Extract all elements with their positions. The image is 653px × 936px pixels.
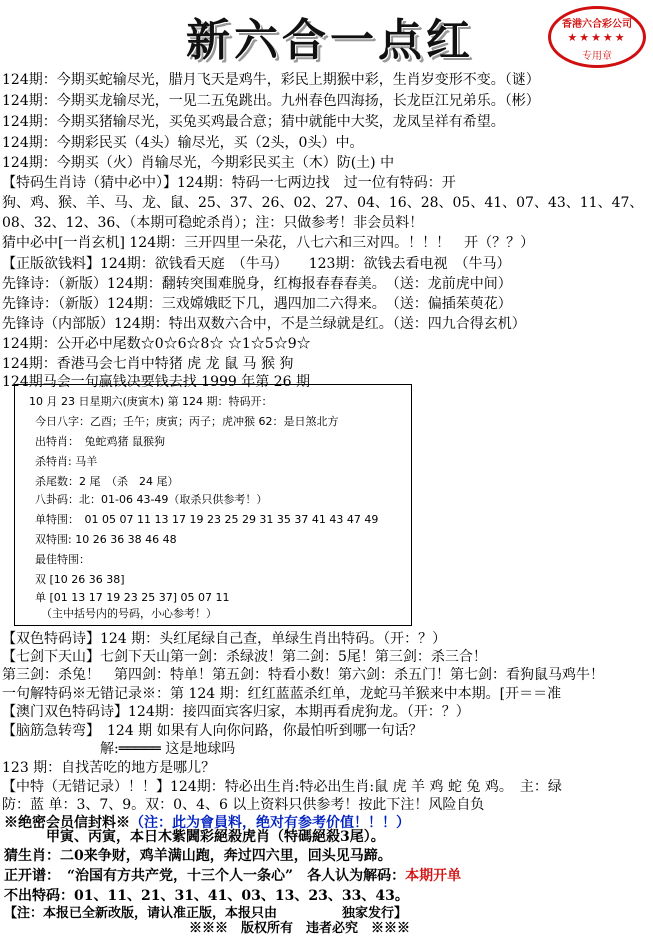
text-line: 124期马会一句赢钱决要钱去找 1999 年第 26 期 (2, 374, 310, 390)
box-dan2: 单 [01 13 17 19 23 25 37] 05 07 11 (35, 591, 230, 604)
box-shawei: 杀尾数：2 尾 （杀 24 尾） (35, 475, 179, 488)
secret-prefix: ※绝密会员信封料※ (4, 815, 130, 831)
text-line: 【脑筋急转弯】 124 期 如果有人向你问路，你最怕听到哪一句话？ (2, 723, 423, 739)
official-stamp (548, 6, 646, 68)
box-chute: 出特肖： 兔蛇鸡猪 鼠猴狗 (35, 435, 165, 448)
box-header: 10 月 23 日星期六(庚寅木) 第 124 期：特码开： (29, 395, 273, 408)
box-shuang: 双特围: 10 26 36 38 46 48 (35, 533, 177, 546)
text-line: 124期：今期买（火）肖输尽光，今期彩民买主（木）防(土) 中 (2, 155, 395, 171)
stamp-bottom-text: 专用章 (582, 51, 612, 62)
text-line: 先锋诗：（新版）124期：翻转突围难脱身，红梅报春春春美。 （送：龙前虎中间） (2, 276, 512, 292)
secret-note: （注：此为會員料，绝对有参考价值！！！） (130, 815, 410, 831)
text-line: 【澳门双色特码诗】124期：接四面宾客归家，本期再看虎狗龙。（开：？） (2, 704, 470, 720)
stamp-top-text: 香港六合彩公司 (562, 19, 632, 30)
text-line: 08、32、12、36、（本期可稳蛇杀肖）；注：只做参考！非会员料！ (2, 215, 424, 231)
text-line: 124期：香港马会七肖中特猪 虎 龙 鼠 马 猴 狗 (2, 356, 294, 372)
zheng-line (4, 866, 461, 886)
notice-line: 【注：本报已全新改版，请认准正版，本报只由 独家发行】 (4, 906, 408, 921)
text-line: 124期：公开必中尾数☆0☆6☆8☆ ☆1☆5☆9☆ (2, 336, 311, 352)
text-line: 【中特（无错记录）！！】124期：特必出生肖:特必出生肖:鼠 虎 羊 鸡 蛇 兔 鸡。 主：绿 (2, 779, 562, 795)
text-line: 猜中必中[一肖玄机] 124期：三开四里一朵花，八七六和三对四。！！！ 开（？？） (2, 235, 535, 251)
text-line: 124期：今期彩民买（4头）输尽光，买（2头，0头）中。 (2, 135, 364, 151)
box-bazi: 今日八字：乙酉；壬午；庚寅；丙子；虎冲猴 62：是日煞北方 (35, 415, 339, 428)
box-shuang2: 双 [10 26 36 38] (35, 573, 125, 586)
copyright-line: ※※※ 版权所有 违者必究 ※※※ (150, 921, 411, 936)
info-box (14, 384, 412, 626)
text-line: 先锋诗（内部版）124期：特出双数六合中，不是兰绿就是红。（送：四九合得玄机） (2, 316, 526, 332)
text-line: 【七剑下天山】七剑下天山第一剑：杀绿波！第二剑：5尾！第三剑：杀三合！ (2, 649, 487, 665)
jiayin-line: 甲寅、丙寅，本日木紫閪彩絕殺虎肖（特碼絕殺3尾）。 (4, 829, 385, 845)
text-line: 124期：今期买蛇输尽光，腊月飞天是鸡牛，彩民上期猴中彩，生肖岁变形不变。（谜） (2, 72, 540, 88)
zheng-prefix: 正开谱： “治国有方共产党，十三个人一条心” 各人认为解码： (4, 868, 406, 884)
text-line: 解:═════ 这是地球吗 (2, 741, 236, 757)
text-line: 狗、鸡、猴、羊、马、龙、鼠、25、37、26、02、27、04、16、28、05、41、07、43、11、47、 (2, 195, 644, 211)
text-line: 123 期：自找苦吃的地方是哪儿？ (2, 760, 216, 776)
text-line: 防：蓝 单：3、7、9。双：0、4、6 以上资料只供参考！按此下注！风险自负 (2, 797, 485, 813)
text-line: 【双色特码诗】124 期：头红尾绿自己查，单绿生肖出特码。（开：？） (2, 631, 447, 647)
box-zuijia: 最佳特围： (35, 553, 90, 566)
zheng-result: 本期开单 (405, 868, 462, 884)
page-title: 新六合一点红 (186, 15, 474, 66)
box-dan: 单特围： 01 05 07 11 13 17 19 23 25 29 31 35 37 41 43 47 49 (35, 513, 379, 526)
box-bagua: 八卦码：北：01-06 43-49（取杀只供参考！） (35, 493, 268, 506)
stamp-stars: ★★★★★ (567, 31, 627, 44)
text-line: 【正版欲钱料】124期：欲钱看天庭 （牛马） 123期：欲钱去看电视 （牛马） (2, 256, 511, 272)
text-line: 【特码生肖诗（猜中必中）】124期：特码一七两边找 过一位有特码：开 (2, 175, 456, 191)
text-line: 124期：今期买龙输尽光，一见二五兔跳出。九州春色四海扬，长龙臣江兄弟乐。（彬） (2, 93, 540, 109)
box-note: （主中括号内的号码，小心参考！） (41, 607, 217, 620)
text-line: 124期：今期买猪输尽光，买兔买鸡最合意；猜中就能中大奖，龙凤呈祥有希望。 (2, 114, 505, 130)
footer-bottom (0, 918, 653, 936)
text-line: 先锋诗：（新版）124期：三戏嫦娥眨下几，遇四加二六得来。 （送：偏插茱萸花） (2, 296, 512, 312)
box-shate: 杀特肖: 马羊 (35, 455, 98, 468)
text-line: 第三剑：杀兔！ 第四剑：特单！第五剑：特看小数！第六剑：杀五门！第七剑：看狗鼠马鸡牛！ (2, 667, 604, 683)
text-line: 一句解特码※无错记录※：第 124 期：红红蓝蓝杀红单，龙蛇马羊猴来中本期。[开＝＝准 (2, 686, 562, 702)
guess-line: 猜生肖：二0来争财，鸡羊满山跑，奔过四六里，回头见马蹄。 (4, 848, 392, 864)
buchu-line: 不出特码：01、11、21、31、41、03、13、23、33、43。 (4, 888, 409, 904)
